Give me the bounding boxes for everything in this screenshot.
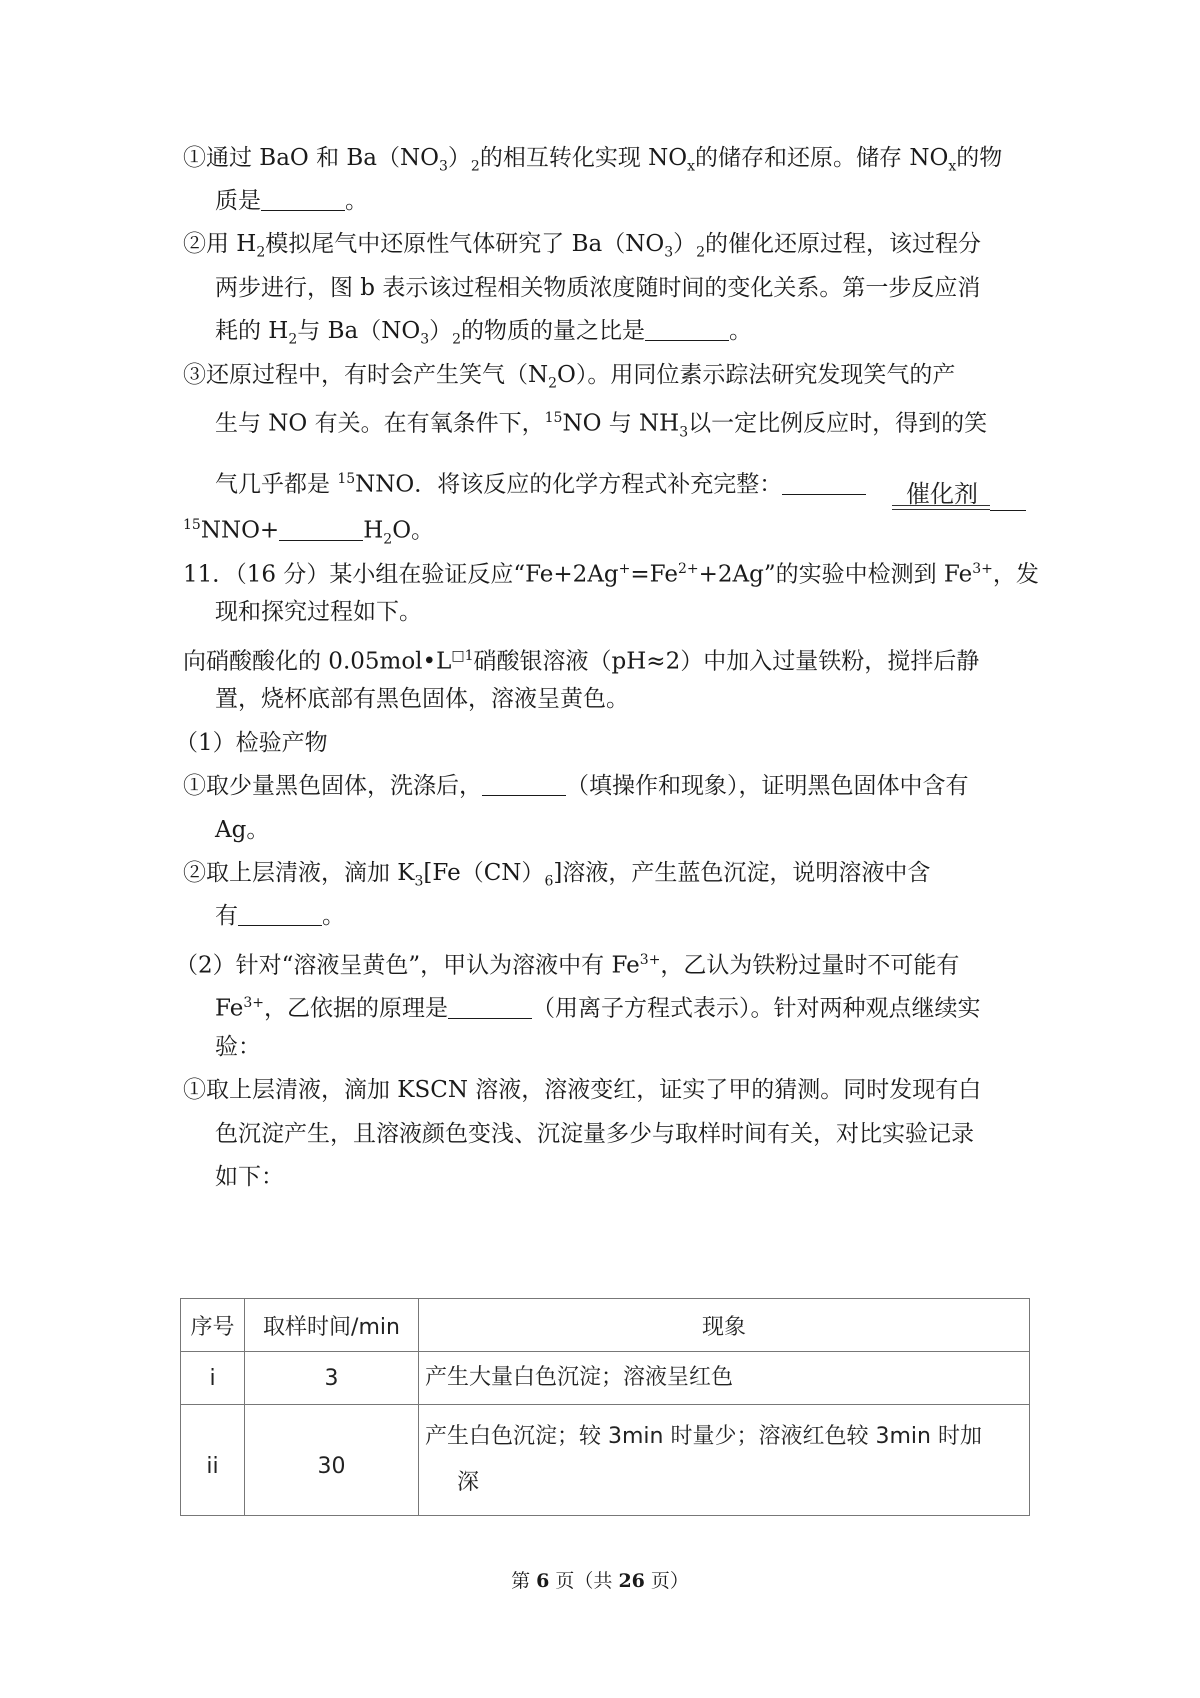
answer-blank[interactable] — [238, 905, 322, 926]
cell-number: i — [181, 1352, 245, 1405]
q11-part1-item1-line2: Ag。 — [215, 817, 270, 843]
q10-item2-line1: ②用 $H_2$模拟尾气中还原性气体研究了 $Ba(NO_3)_2$的催化还原过程，该过程分 — [183, 231, 982, 261]
cell-time: 30 — [245, 1405, 419, 1516]
q10-item3-line3: 气几乎都是 $^{15}$NNO．将该反应的化学方程式补充完整： — [215, 464, 866, 500]
cell-phenomenon: 产生白色沉淀；较 3min 时量少；溶液红色较 3min 时加 深 — [419, 1405, 1030, 1516]
header-number: 序号 — [181, 1299, 245, 1352]
header-sampling-time: 取样时间/min — [245, 1299, 419, 1352]
q11-part1-item2-line1: ②取上层清液，滴加 $K_3[Fe(CN)_6]$溶液，产生蓝色沉淀，说明溶液中含 — [183, 860, 931, 890]
answer-blank[interactable] — [261, 190, 345, 211]
q10-item3-line2: 生与 NO 有关。在有氧条件下，$^{15}$NO 与 $NH_3$以一定比例反应时，得到的笑 — [215, 410, 988, 441]
table-row — [181, 1405, 1030, 1516]
q10-item1-line2: 质是 。 — [215, 188, 368, 214]
catalyst-arrow — [892, 474, 992, 512]
table-row — [181, 1352, 1030, 1405]
q11-part1-item2-line2: 有 。 — [215, 903, 345, 929]
q11-part2-item1-line3: 如下： — [215, 1164, 284, 1190]
q11-part2-line3: 验： — [215, 1034, 261, 1060]
q11-part1-heading: （1）检验产物 — [175, 730, 328, 756]
q10-item2-line3: 耗的 $H_2$与 $Ba(NO_3)_2$的物质的量之比是 。 — [215, 318, 753, 348]
q10-item1-line1: ①通过 BaO 和 $Ba(NO_3)_2$的相互转化实现 $NO_x$的储存和还原。储存 $NO_x$的物 — [183, 145, 1003, 175]
answer-blank[interactable] — [782, 474, 866, 495]
header-phenomenon: 现象 — [419, 1299, 1030, 1352]
q10-item3-line4: $^{15}NNO+ H_2O$。 — [183, 517, 435, 548]
answer-blank[interactable] — [279, 520, 363, 541]
answer-blank[interactable] — [482, 775, 566, 796]
q11-part2-item1-line2: 色沉淀产生，且溶液颜色变浅、沉淀量多少与取样时间有关，对比实验记录 — [215, 1121, 974, 1147]
q11-part2-line1: （2）针对“溶液呈黄色”，甲认为溶液中有 $Fe^{3+}$，乙认为铁粉过量时不可能有 — [175, 952, 960, 979]
q10-item3-line1: ③还原过程中，有时会产生笑气$(N_2O)$。用同位素示踪法研究发现笑气的产 — [183, 362, 956, 392]
experiment-table — [180, 1298, 1030, 1516]
catalyst-label: 催化剂 — [906, 480, 978, 508]
answer-blank[interactable] — [645, 320, 729, 341]
cell-time: 3 — [245, 1352, 419, 1405]
q10-item2-line2: 两步进行，图 b 表示该过程相关物质浓度随时间的变化关系。第一步反应消 — [215, 275, 981, 301]
q11-heading-line2: 现和探究过程如下。 — [215, 599, 422, 625]
answer-blank[interactable] — [990, 510, 1026, 511]
q11-intro-line2: 置，烧杯底部有黑色固体，溶液呈黄色。 — [215, 686, 629, 712]
page-footer: 第 6 页（共 26 页） — [511, 1570, 689, 1592]
table-header-row — [181, 1299, 1030, 1352]
equals-bar-bottom — [892, 509, 990, 510]
q11-part1-item1-line1: ①取少量黑色固体，洗涤后， （填操作和现象），证明黑色固体中含有 — [183, 773, 969, 799]
q11-part2-item1-line1: ①取上层清液，滴加 KSCN 溶液，溶液变红，证实了甲的猜测。同时发现有白 — [183, 1077, 982, 1103]
answer-blank[interactable] — [448, 998, 532, 1019]
equals-bar-top — [892, 505, 990, 506]
cell-phenomenon: 产生大量白色沉淀；溶液呈红色 — [419, 1352, 1030, 1405]
cell-number: ii — [181, 1405, 245, 1516]
q11-heading-line1: 11．（16 分）某小组在验证反应“$Fe+2Ag^+=Fe^{2+}+2Ag$”的实验中检测到 $Fe^{3+}$，发 — [183, 561, 1039, 588]
q11-intro-line1: 向硝酸酸化的 $0.05mol•L^{□1}$硝酸银溶液（pH≈2）中加入过量铁粉，搅拌后静 — [183, 648, 980, 675]
q11-part2-line2: $Fe^{3+}$，乙依据的原理是 （用离子方程式表示）。针对两种观点继续实 — [215, 995, 981, 1022]
